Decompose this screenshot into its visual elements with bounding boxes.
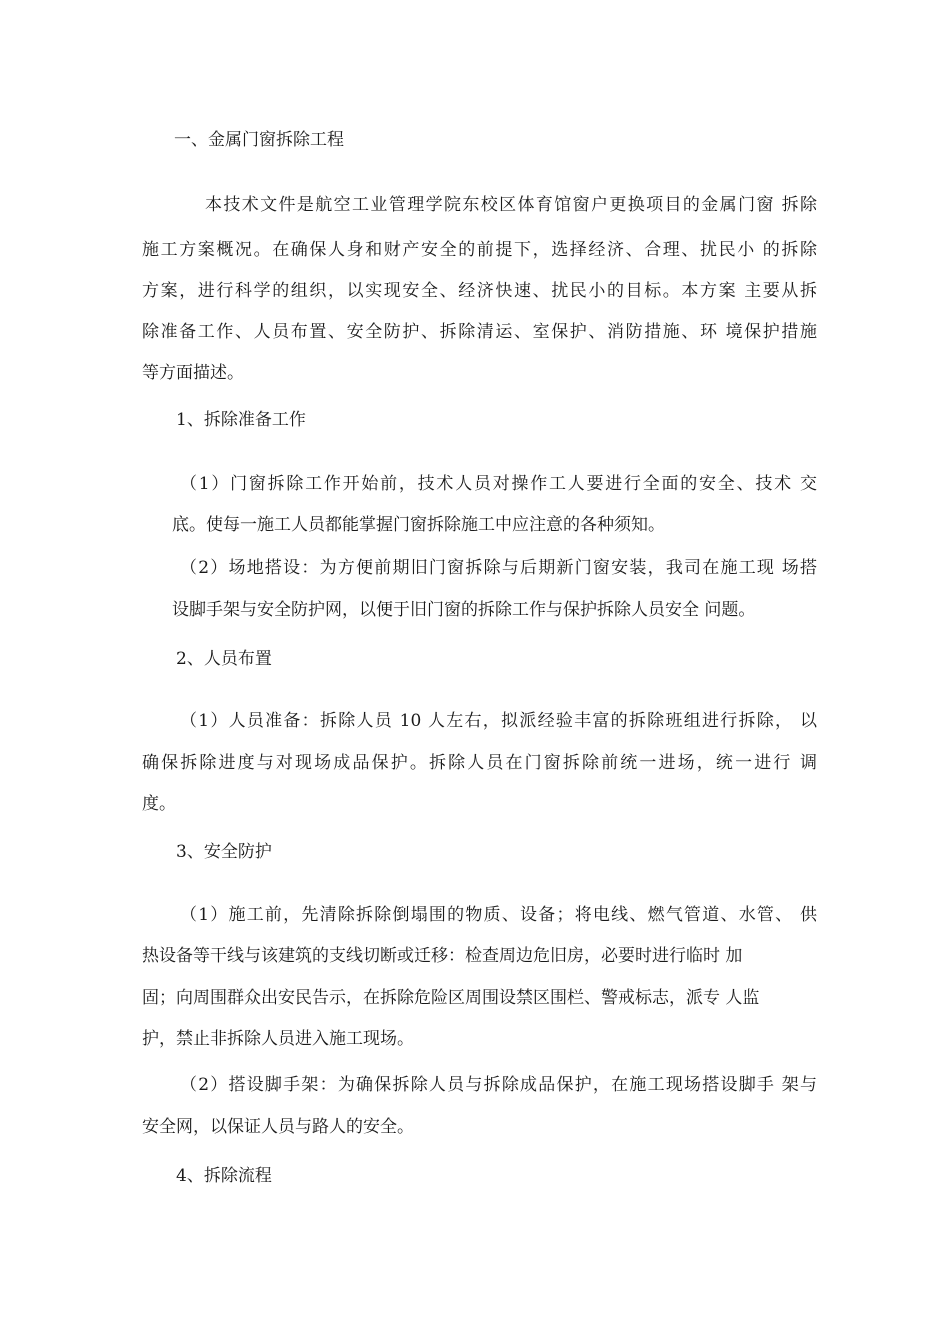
paragraph-line: 本技术文件是航空工业管理学院东校区体育馆窗户更换项目的金属门窗 拆除	[205, 195, 817, 215]
subsection-title: 4、拆除流程	[176, 1166, 272, 1186]
paragraph-line: （2）场地搭设：为方便前期旧门窗拆除与后期新门窗安装，我司在施工现 场搭	[180, 558, 817, 578]
paragraph-line: 方案，进行科学的组织，以实现安全、经济快速、扰民小的目标。本方案 主要从拆	[142, 281, 817, 301]
paragraph-line: 除准备工作、人员布置、安全防护、拆除清运、室保护、消防措施、环 境保护措施	[142, 322, 817, 342]
paragraph-line: （1）门窗拆除工作开始前，技术人员对操作工人要进行全面的安全、技术 交	[180, 474, 817, 494]
subsection-title: 2、人员布置	[176, 649, 272, 669]
paragraph-line: （1）施工前，先清除拆除倒塌围的物质、设备；将电线、燃气管道、水管、 供	[180, 905, 817, 925]
paragraph-line: 固；向周围群众出安民告示，在拆除危险区周围设禁区围栏、警戒标志，派专 人监	[142, 988, 760, 1008]
paragraph-line: 等方面描述。	[142, 363, 244, 383]
paragraph-line: （2）搭设脚手架：为确保拆除人员与拆除成品保护，在施工现场搭设脚手 架与	[180, 1075, 817, 1095]
paragraph-line: 底。使每一施工人员都能掌握门窗拆除施工中应注意的各种须知。	[172, 515, 665, 535]
subsection-title: 3、安全防护	[176, 842, 272, 862]
paragraph-line: 确保拆除进度与对现场成品保护。拆除人员在门窗拆除前统一进场，统一进行 调	[142, 753, 817, 773]
paragraph-line: （1）人员准备：拆除人员 10 人左右，拟派经验丰富的拆除班组进行拆除， 以	[180, 711, 817, 731]
paragraph-line: 施工方案概况。在确保人身和财产安全的前提下，选择经济、合理、扰民小 的拆除	[142, 240, 817, 260]
paragraph-line: 度。	[142, 794, 176, 814]
section-heading: 一、金属门窗拆除工程	[174, 130, 344, 150]
subsection-title: 1、拆除准备工作	[176, 410, 306, 430]
paragraph-line: 热设备等干线与该建筑的支线切断或迁移：检查周边危旧房，必要时进行临时 加	[142, 946, 743, 966]
paragraph-line: 设脚手架与安全防护网，以便于旧门窗的拆除工作与保护拆除人员安全 问题。	[172, 600, 756, 620]
paragraph-line: 安全网，以保证人员与路人的安全。	[142, 1117, 414, 1137]
paragraph-line: 护，禁止非拆除人员进入施工现场。	[142, 1029, 414, 1049]
